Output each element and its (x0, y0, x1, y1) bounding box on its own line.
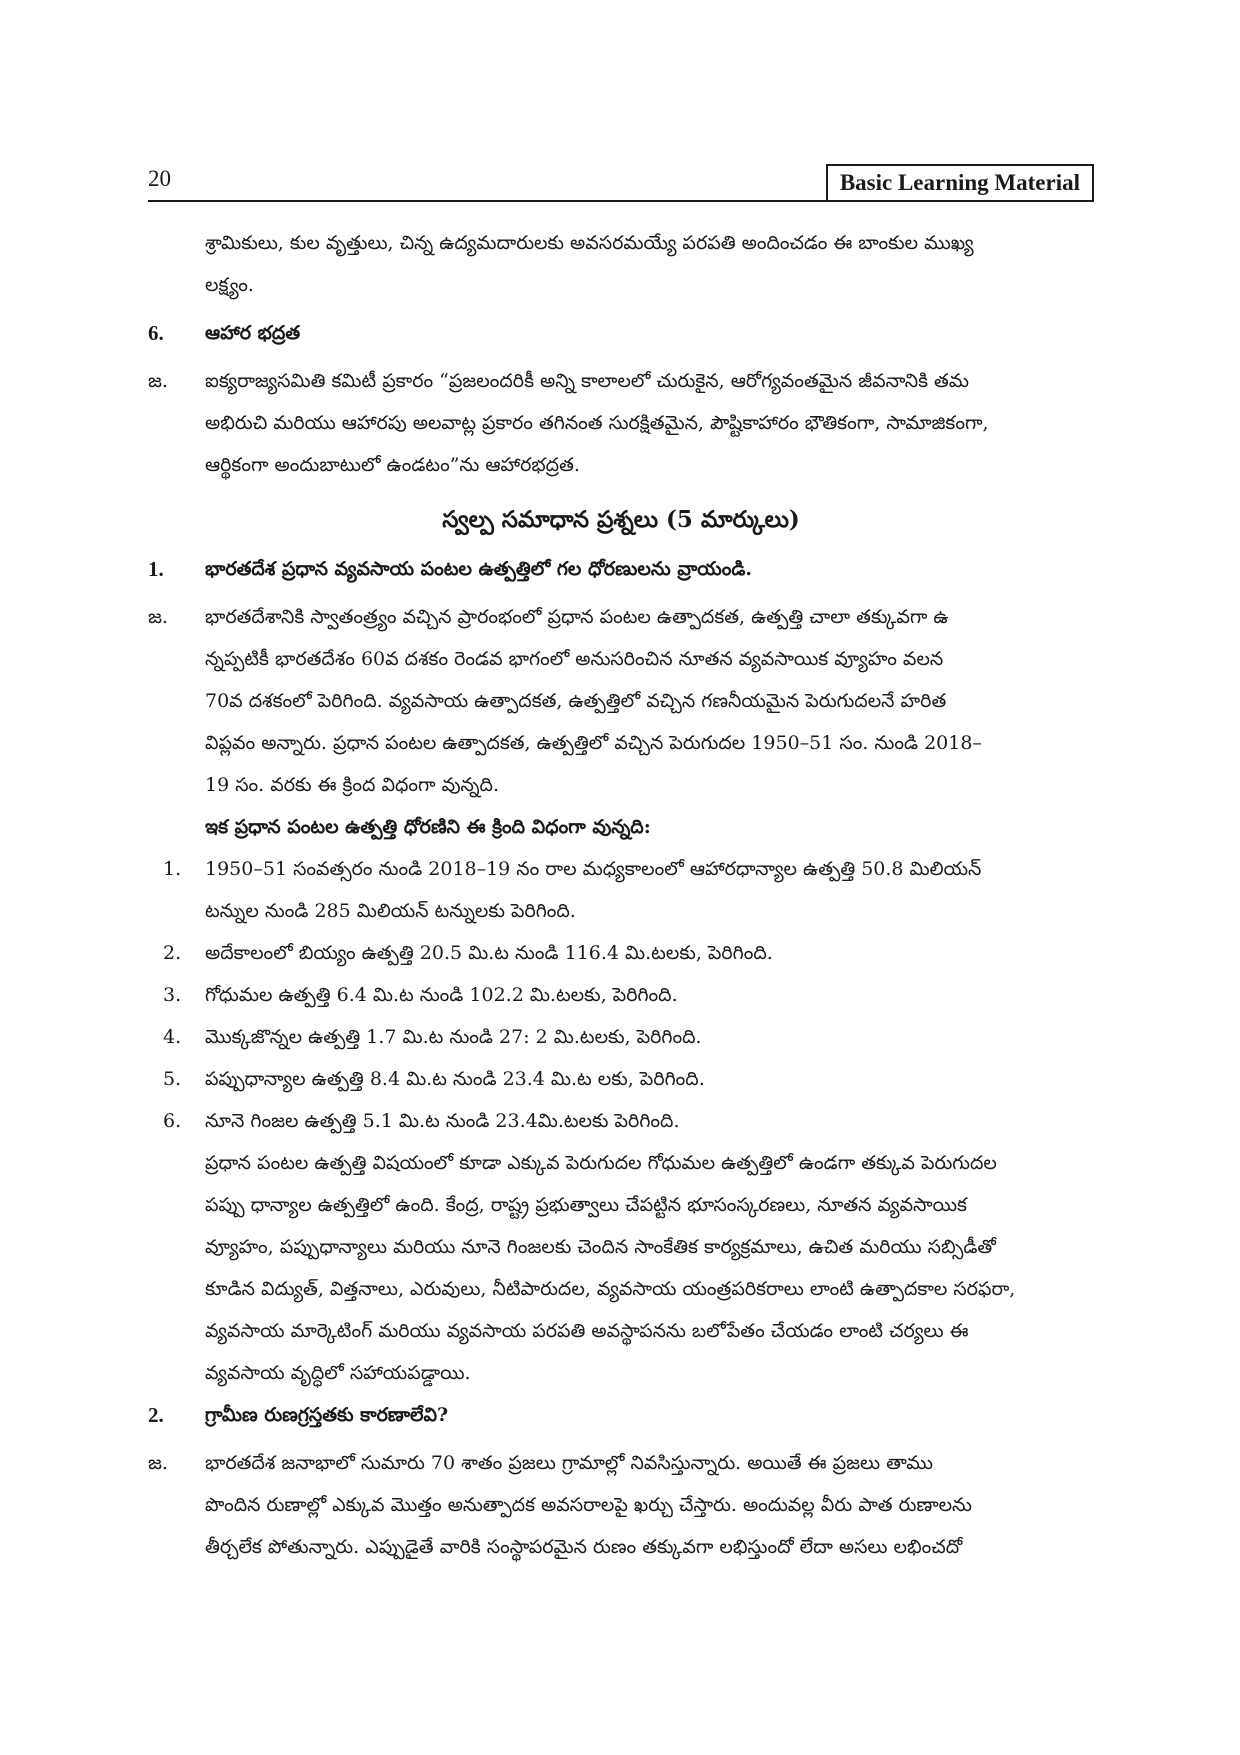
list-number: 4. (163, 1026, 182, 1048)
page-content (148, 222, 1094, 1568)
list-number: 5. (163, 1068, 182, 1090)
question-title: భారతదేశ ప్రధాన వ్యవసాయ పంటల ఉత్పత్తిలో గల ధోరణులను వ్రాయండి. (205, 558, 752, 580)
answer-label: జ. (148, 370, 168, 392)
text-line: భారతదేశానికి స్వాతంత్ర్యం వచ్చిన ప్రారంభంలో ప్రధాన పంటల ఉత్పాదకత, ఉత్పత్తి చాలా తక్కువగా ఉ (205, 606, 949, 628)
page-number: 20 (148, 166, 171, 191)
text-line: పప్పు ధాన్యాల ఉత్పత్తిలో ఉంది. కేంద్ర, రాష్ట్ర ప్రభుత్వాలు చేపట్టిన భూసంస్కరణలు, నూతన వ్యవసాయిక (205, 1194, 967, 1216)
text-line: 19 సం. వరకు ఈ క్రింద విధంగా వున్నది. (205, 774, 499, 796)
text-line: నూనె గింజల ఉత్పత్తి 5.1 మి.ట నుండి 23.4మి.టలకు పెరిగింది. (205, 1110, 680, 1132)
text-line: పప్పుధాన్యాల ఉత్పత్తి 8.4 మి.ట నుండి 23.4 మి.ట లకు, పెరిగింది. (205, 1068, 705, 1090)
short-question-2-answer (148, 1442, 1094, 1568)
text-line: పొందిన రుణాల్లో ఎక్కువ మొత్తం అనుత్పాదక అవసరాలపై ఖర్చు చేస్తారు. అందువల్ల వీరు పాత రుణాలను (205, 1494, 972, 1516)
list-number: 3. (163, 984, 182, 1006)
answer-label: జ. (148, 1452, 168, 1474)
short-question-1-answer (148, 596, 1094, 806)
text-line: గోధుమల ఉత్పత్తి 6.4 మి.ట నుండి 102.2 మి.టలకు, పెరిగింది. (205, 984, 678, 1006)
list-item (163, 848, 1094, 932)
question-title: గ్రామీణ రుణగ్రస్తతకు కారణాలేవి? (205, 1404, 449, 1426)
page-header (148, 164, 1094, 202)
list-number: 6. (163, 1110, 182, 1132)
question-number: 1. (148, 557, 164, 581)
text-line: మొక్కజొన్నల ఉత్పత్తి 1.7 మి.ట నుండి 27: 2 మి.టలకు, పెరిగింది. (205, 1026, 702, 1048)
text-line: శ్రామికులు, కుల వృత్తులు, చిన్న ఉద్యమదారులకు అవసరమయ్యే పరపతి అందించడం ఈ బాంకుల ముఖ్య (205, 232, 974, 254)
text-line: కూడిన విద్యుత్, విత్తనాలు, ఎరువులు, నీటిపారుదల, వ్యవసాయ యంత్రపరికరాలు లాంటి ఉత్పాదకాల సరఫరా, (205, 1278, 1016, 1300)
text-line: అభిరుచి మరియు ఆహారపు అలవాట్ల ప్రకారం తగినంత సురక్షితమైన, పౌష్టికాహారం భౌతికంగా, సామాజికంగా, (205, 412, 989, 434)
text-line: 1950–51 సంవత్సరం నుండి 2018–19 నం రాల మధ్యకాలంలో ఆహారధాన్యాల ఉత్పత్తి 50.8 మిలియన్ (205, 858, 982, 880)
answer-label: జ. (148, 606, 168, 628)
list-item (163, 1058, 1094, 1100)
short-question-2-heading (148, 1394, 1094, 1436)
list-number: 2. (163, 942, 182, 964)
text-line: ఐక్యరాజ్యసమితి కమిటీ ప్రకారం “ప్రజలందరికీ అన్ని కాలాలలో చురుకైన, ఆరోగ్యవంతమైన జీవనానికి తమ (205, 370, 969, 392)
text-line: వ్యవసాయ వృద్ధిలో సహాయపడ్డాయి. (205, 1362, 471, 1384)
text-line: అదేకాలంలో బియ్యం ఉత్పత్తి 20.5 మి.ట నుండి 116.4 మి.టలకు, పెరిగింది. (205, 942, 773, 964)
text-line: టన్నుల నుండి 285 మిలియన్ టన్నులకు పెరిగింది. (205, 900, 576, 922)
list-item (163, 1016, 1094, 1058)
question-6-heading (148, 312, 1094, 354)
text-line: భారతదేశ జనాభాలో సుమారు 70 శాతం ప్రజలు గ్రామాల్లో నివసిస్తున్నారు. అయితే ఈ ప్రజలు తాము (205, 1452, 933, 1474)
text-line: న్నప్పటికీ భారతదేశం 60వ దశకం రెండవ భాగంలో అనుసరించిన నూతన వ్యవసాయిక వ్యూహం వలన (205, 648, 944, 670)
text-line: తీర్చలేక పోతున్నారు. ఎప్పుడైతే వారికి సంస్థాపరమైన రుణం తక్కువగా లభిస్తుందో లేదా అసలు లభించదో (205, 1536, 963, 1558)
header-title: Basic Learning Material (826, 164, 1094, 200)
header-rule (148, 200, 1094, 202)
text-line: ప్రధాన పంటల ఉత్పత్తి విషయంలో కూడా ఎక్కువ పెరుగుదల గోధుమల ఉత్పత్తిలో ఉండగా తక్కువ పెరుగుదల (205, 1152, 997, 1174)
intro-paragraph (148, 222, 1094, 306)
text-line: వ్యవసాయ మార్కెటింగ్ మరియు వ్యవసాయ పరపతి అవస్థాపనను బలోపేతం చేయడం లాంటి చర్యలు ఈ (205, 1320, 969, 1342)
question-title: ఆహార భద్రత (205, 322, 301, 344)
question-6-answer (148, 360, 1094, 486)
question-number: 2. (148, 1403, 164, 1427)
closing-paragraph (148, 1142, 1094, 1394)
text-line: వ్యూహం, పప్పుధాన్యాలు మరియు నూనె గింజలకు చెందిన సాంకేతిక కార్యక్రమాలు, ఉచిత మరియు సబ్సిడీతో (205, 1236, 996, 1258)
list-item (163, 974, 1094, 1016)
list-number: 1. (163, 858, 182, 880)
text-line: విప్లవం అన్నారు. ప్రధాన పంటల ఉత్పాదకత, ఉత్పత్తిలో వచ్చిన పెరుగుదల 1950–51 సం. నుండి 2018– (205, 732, 982, 754)
subheading: ఇక ప్రధాన పంటల ఉత్పత్తి ధోరణిని ఈ క్రింది విధంగా వున్నది: (205, 816, 651, 838)
list-item (163, 932, 1094, 974)
production-list (148, 848, 1094, 1142)
section-title: స్వల్ప సమాధాన ప్రశ్నలు (5 మార్కులు) (442, 506, 800, 533)
list-item (163, 1100, 1094, 1142)
text-line: లక్ష్యం. (205, 274, 254, 296)
text-line: 70వ దశకంలో పెరిగింది. వ్యవసాయ ఉత్పాదకత, ఉత్పత్తిలో వచ్చిన గణనీయమైన పెరుగుదలనే హరిత (205, 690, 947, 712)
short-question-1-heading (148, 548, 1094, 590)
question-number: 6. (148, 321, 164, 345)
text-line: ఆర్థికంగా అందుబాటులో ఉండటం”ను ఆహారభద్రత. (205, 454, 580, 476)
